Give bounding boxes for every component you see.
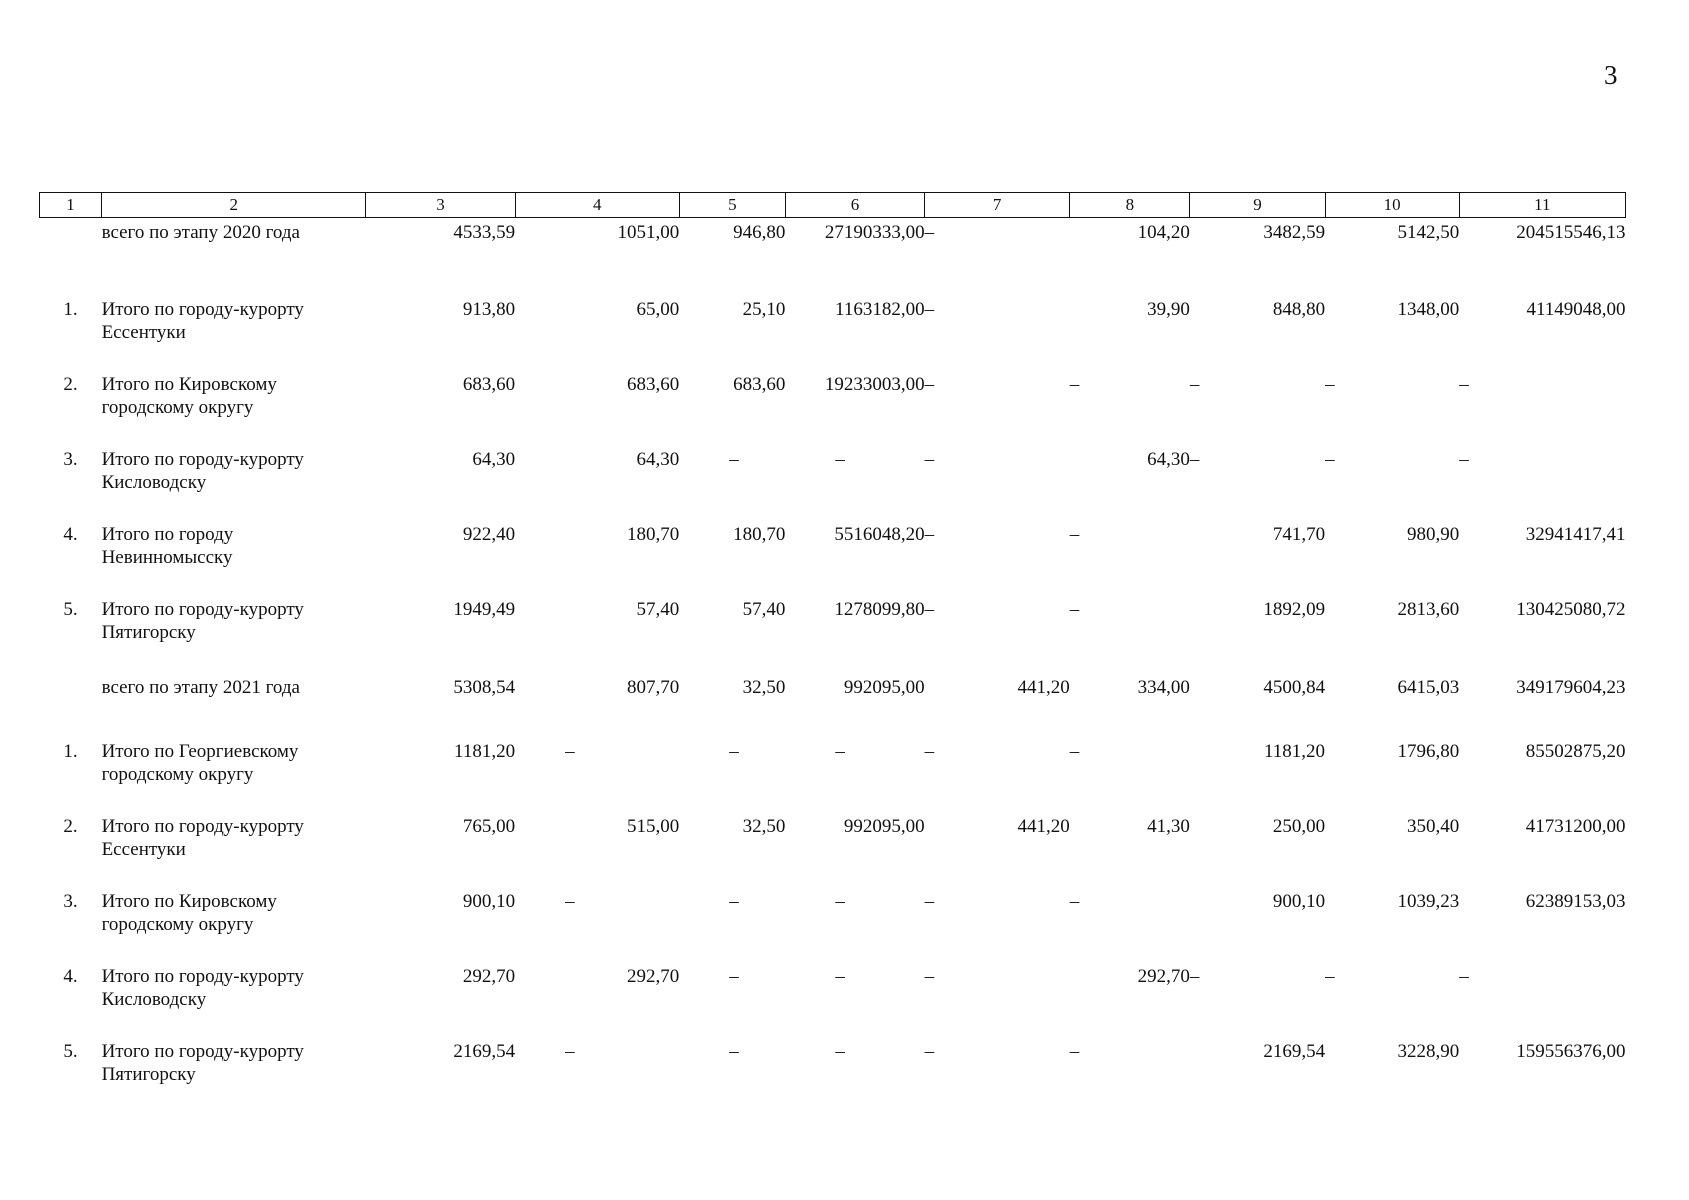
value-cell: 349179604,23 — [1516, 677, 1626, 698]
value-cell: 25,10 — [742, 299, 786, 320]
value-cell: 1163182,00 — [835, 299, 925, 320]
empty-dash-cell: – — [924, 374, 935, 395]
value-cell: 334,00 — [1137, 677, 1190, 698]
value-cell: 64,30 — [636, 449, 680, 470]
value-cell: 85502875,20 — [1525, 741, 1626, 762]
value-cell: 1949,49 — [453, 599, 516, 620]
value-cell: 1181,20 — [1264, 741, 1326, 762]
table-row — [40, 965, 1626, 1040]
table-row — [40, 815, 1626, 890]
empty-dash-cell: – — [1189, 449, 1200, 470]
value-cell: 32,50 — [742, 816, 786, 837]
column-header: 10 — [1325, 193, 1459, 218]
empty-dash-cell: – — [729, 449, 739, 470]
empty-dash-cell: – — [565, 1041, 575, 1062]
value-cell: 441,20 — [1017, 816, 1070, 837]
value-cell: 3482,59 — [1263, 222, 1326, 243]
value-cell: 683,60 — [733, 374, 786, 395]
table-row — [40, 1040, 1626, 1115]
value-cell: 683,60 — [627, 374, 680, 395]
empty-dash-cell: – — [835, 449, 845, 470]
empty-dash-cell: – — [835, 1041, 845, 1062]
page-number: 3 — [1604, 60, 1618, 90]
value-cell: 1039,23 — [1397, 891, 1460, 912]
value-cell: 5516048,20 — [834, 524, 925, 545]
table-row — [40, 298, 1626, 373]
empty-dash-cell: – — [565, 891, 575, 912]
value-cell: 1181,20 — [454, 741, 516, 762]
row-number: 5. — [63, 1041, 78, 1062]
value-cell: 922,40 — [462, 524, 516, 545]
value-cell: 19233003,00 — [824, 374, 925, 395]
value-cell: 980,90 — [1406, 524, 1460, 545]
value-cell: 900,10 — [1272, 891, 1326, 912]
value-cell: 2169,54 — [453, 1041, 516, 1062]
value-cell: 64,30 — [1147, 449, 1190, 470]
stage-total-row — [40, 218, 1626, 299]
empty-dash-cell: – — [924, 741, 935, 762]
empty-dash-cell: – — [1069, 524, 1080, 545]
value-cell: 180,70 — [733, 524, 786, 545]
value-cell: 4533,59 — [453, 222, 516, 243]
value-cell: 130425080,72 — [1516, 599, 1626, 620]
value-cell: 6415,03 — [1397, 677, 1460, 698]
municipality-name: Итого по Кировскому городскому округу — [101, 374, 277, 418]
column-header: 2 — [102, 193, 366, 218]
value-cell: 41149048,00 — [1526, 299, 1626, 320]
value-cell: 2813,60 — [1397, 599, 1460, 620]
table-row — [40, 523, 1626, 598]
value-cell: 741,70 — [1272, 524, 1326, 545]
empty-dash-cell: – — [924, 524, 935, 545]
value-cell: 204515546,13 — [1516, 222, 1626, 243]
column-header: 1 — [40, 193, 102, 218]
stage-total-label: всего по этапу 2021 года — [101, 677, 300, 698]
empty-dash-cell: – — [729, 741, 739, 762]
table-row — [40, 890, 1626, 965]
table-row — [40, 448, 1626, 523]
empty-dash-cell: – — [1069, 374, 1080, 395]
empty-dash-cell: – — [1459, 449, 1469, 470]
municipality-name: Итого по городу-курорту Кисловодску — [101, 966, 304, 1010]
value-cell: 1796,80 — [1397, 741, 1460, 762]
empty-dash-cell: – — [924, 891, 935, 912]
value-cell: 441,20 — [1017, 677, 1070, 698]
column-header: 9 — [1190, 193, 1325, 218]
value-cell: 5308,54 — [453, 677, 516, 698]
empty-dash-cell: – — [729, 1041, 739, 1062]
empty-dash-cell: – — [1189, 966, 1200, 987]
table-row — [40, 740, 1626, 815]
empty-dash-cell: – — [565, 741, 575, 762]
value-cell: 41731200,00 — [1525, 816, 1626, 837]
value-cell: 1051,00 — [617, 222, 680, 243]
empty-dash-cell: – — [835, 891, 845, 912]
value-cell: 62389153,03 — [1525, 891, 1626, 912]
empty-dash-cell: – — [1069, 599, 1080, 620]
value-cell: 27190333,00 — [824, 222, 925, 243]
empty-dash-cell: – — [729, 966, 739, 987]
value-cell: 946,80 — [733, 222, 786, 243]
empty-dash-cell: – — [924, 966, 935, 987]
value-cell: 992095,00 — [843, 816, 925, 837]
empty-dash-cell: – — [835, 966, 845, 987]
row-number: 1. — [63, 299, 78, 320]
municipality-name: Итого по городу-курорту Кисловодску — [101, 449, 304, 493]
value-cell: 250,00 — [1272, 816, 1326, 837]
row-number: 2. — [63, 374, 78, 395]
value-cell: 39,90 — [1147, 299, 1190, 320]
value-cell: 64,30 — [472, 449, 516, 470]
value-cell: 913,80 — [462, 299, 516, 320]
row-number: 3. — [63, 891, 78, 912]
row-number: 5. — [63, 599, 78, 620]
value-cell: 2169,54 — [1263, 1041, 1326, 1062]
value-cell: 1892,09 — [1263, 599, 1326, 620]
value-cell: 807,70 — [627, 677, 680, 698]
empty-dash-cell: – — [1069, 891, 1080, 912]
value-cell: 1348,00 — [1397, 299, 1460, 320]
empty-dash-cell: – — [1459, 374, 1469, 395]
municipality-name: Итого по городу-курорту Пятигорску — [101, 599, 304, 643]
value-cell: 4500,84 — [1263, 677, 1326, 698]
column-number-header-row — [40, 193, 1626, 218]
empty-dash-cell: – — [1325, 449, 1335, 470]
row-number: 4. — [63, 966, 78, 987]
value-cell: 292,70 — [627, 966, 680, 987]
value-cell: 292,70 — [1137, 966, 1190, 987]
value-cell: 515,00 — [627, 816, 680, 837]
empty-dash-cell: – — [924, 222, 935, 243]
row-number: 2. — [63, 816, 78, 837]
empty-dash-cell: – — [924, 599, 935, 620]
row-number: 1. — [63, 741, 78, 762]
empty-dash-cell: – — [924, 299, 935, 320]
column-header: 7 — [925, 193, 1070, 218]
column-header: 5 — [679, 193, 785, 218]
value-cell: 159556376,00 — [1516, 1041, 1626, 1062]
municipality-name: Итого по городу-курорту Ессентуки — [101, 816, 304, 860]
empty-dash-cell: – — [835, 741, 845, 762]
value-cell: 104,20 — [1137, 222, 1190, 243]
column-header: 11 — [1459, 193, 1625, 218]
column-header: 3 — [366, 193, 515, 218]
municipality-name: Итого по городу-курорту Пятигорску — [101, 1041, 304, 1085]
data-table — [39, 192, 1626, 1115]
row-number: 4. — [63, 524, 78, 545]
municipality-name: Итого по городу Невинномысску — [101, 524, 234, 568]
municipality-name: Итого по Георгиевскому городскому округу — [101, 741, 299, 785]
value-cell: 292,70 — [462, 966, 516, 987]
empty-dash-cell: – — [1325, 966, 1335, 987]
value-cell: 765,00 — [462, 816, 516, 837]
value-cell: 848,80 — [1272, 299, 1326, 320]
row-number — [40, 218, 102, 299]
value-cell: 32,50 — [742, 677, 786, 698]
value-cell: 180,70 — [627, 524, 680, 545]
column-header: 4 — [515, 193, 679, 218]
value-cell: 32941417,41 — [1525, 524, 1626, 545]
table-row — [40, 598, 1626, 673]
value-cell: 3228,90 — [1397, 1041, 1460, 1062]
table-body — [40, 218, 1626, 1116]
empty-dash-cell: – — [1325, 374, 1335, 395]
row-number: 3. — [63, 449, 78, 470]
value-cell: 683,60 — [462, 374, 516, 395]
empty-dash-cell: – — [924, 1041, 935, 1062]
row-number — [40, 673, 102, 740]
empty-dash-cell: – — [729, 891, 739, 912]
empty-dash-cell: – — [1459, 966, 1469, 987]
table-row — [40, 373, 1626, 448]
empty-dash-cell: – — [1069, 741, 1080, 762]
stage-total-row — [40, 673, 1626, 740]
empty-dash-cell: – — [924, 449, 935, 470]
value-cell: 900,10 — [462, 891, 516, 912]
municipality-name: Итого по Кировскому городскому округу — [101, 891, 277, 935]
value-cell: 992095,00 — [843, 677, 925, 698]
column-header: 6 — [785, 193, 924, 218]
stage-total-label: всего по этапу 2020 года — [101, 222, 300, 243]
empty-dash-cell: – — [1189, 374, 1200, 395]
empty-dash-cell: – — [1069, 1041, 1080, 1062]
value-cell: 1278099,80 — [834, 599, 925, 620]
column-header: 8 — [1070, 193, 1190, 218]
municipality-name: Итого по городу-курорту Ессентуки — [101, 299, 304, 343]
value-cell: 41,30 — [1147, 816, 1190, 837]
value-cell: 57,40 — [636, 599, 680, 620]
value-cell: 57,40 — [742, 599, 786, 620]
value-cell: 5142,50 — [1397, 222, 1460, 243]
value-cell: 65,00 — [636, 299, 680, 320]
value-cell: 350,40 — [1406, 816, 1460, 837]
